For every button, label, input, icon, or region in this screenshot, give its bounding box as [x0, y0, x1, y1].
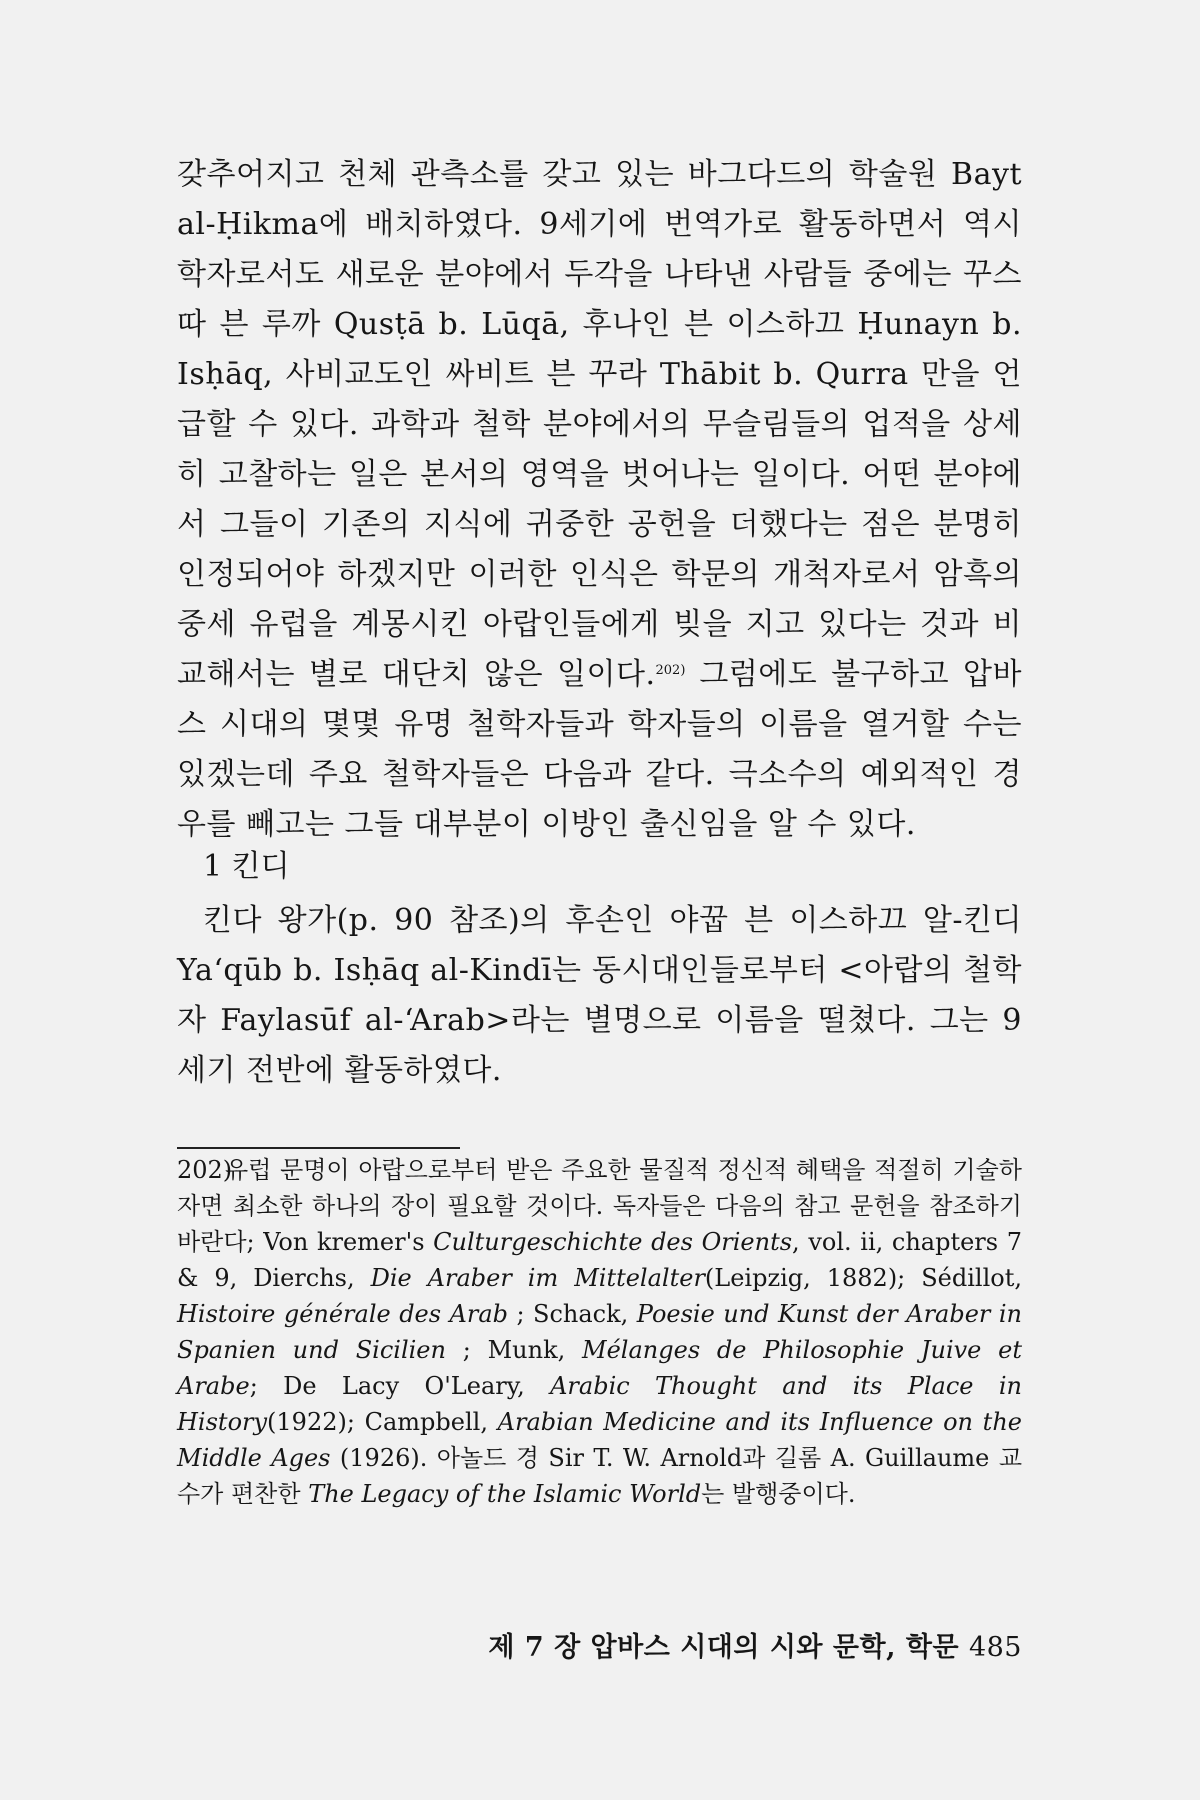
footnote-number: 202) [177, 1156, 233, 1184]
footnote-reference: 202) [655, 663, 686, 678]
footnote-title: Culturgeschichte des Orients [433, 1228, 793, 1256]
footnote-title: The Legacy of the Islamic World [308, 1480, 702, 1508]
footnote-text: 는 발행중이다. [701, 1480, 856, 1508]
footnote-title: Histoire générale des Arab [177, 1300, 509, 1328]
footnote-divider [177, 1147, 460, 1149]
footnote-title: Die Araber im Mittelalter [370, 1264, 705, 1292]
footnote-title: Arabian Medicine and its Influence on the Middle Ages [177, 1408, 1022, 1472]
running-footer [488, 1628, 1022, 1668]
footnote-text: 유럽 문명이 아랍으로부터 받은 주요한 물질적 정신적 혜택을 적절히 기술하자면 최소한 하나의 장이 필요할 것이다. 독자들은 다음의 참고 문헌을 참조하기 바란다; Von kremer's [177, 1156, 1022, 1256]
section-heading: 1 킨디 [203, 849, 290, 884]
footnote-text: ; Schack, [508, 1300, 637, 1328]
footnote-text: (1922); Campbell, [267, 1408, 498, 1436]
footnote-title: Arabic Thought and its Place in History [177, 1372, 1022, 1436]
footnote [177, 1152, 1022, 1512]
footnote-text: ; Munk, [445, 1336, 583, 1364]
footnote-title: Mélanges de Philosophie Juive et Arabe [177, 1336, 1023, 1400]
footnote-title: Poesie und Kunst der Araber in Spanien und Sicilien [177, 1300, 1023, 1364]
footnote-text: ; De Lacy O'Leary, [249, 1372, 551, 1400]
body-text-part-2: 그럼에도 불구하고 압바스 시대의 몇몇 유명 철학자들과 학자들의 이름을 열거할 수는 있겠는데 주요 철학자들은 다음과 같다. 극소수의 예외적인 경우를 빼고는 그들 대부분이 이방인 출신임을 알 수 있다. [177, 657, 1022, 842]
section-paragraph: 킨다 왕가(p. 90 참조)의 후손인 야꿉 븐 이스하끄 알-킨디 Ya‘qūb b. Isḥāq al-Kindī는 동시대인들로부터 <아랍의 철학자 Faylasūf al-‘Arab>라는 별명으로 이름을 떨쳤다. 그는 9세기 전반에 활동하였다. [177, 903, 1022, 1088]
footnote-text: (Leipzig, 1882); Sédillot, [704, 1264, 1022, 1292]
footnote-text: (1926). 아놀드 경 Sir T. W. Arnold과 길롬 A. Guillaume 교수가 편찬한 [177, 1444, 1022, 1508]
page-number: 485 [968, 1632, 1022, 1663]
body-text-part-1: 갖추어지고 천체 관측소를 갖고 있는 바그다드의 학술원 Bayt al-Ḥikma에 배치하였다. 9세기에 번역가로 활동하면서 역시 학자로서도 새로운 분야에서 두각을 나타낸 사람들 중에는 꾸스따 븐 루까 Qusṭā b. Lūqā, 후나인 븐 이스하끄 Ḥunayn b. Isḥāq, 사비교도인 싸비트 븐 꾸라 Thābit b. Qurra 만을 언급할 수 있다. 과학과 철학 분야에서의 무슬림들의 업적을 상세히 고찰하는 일은 본서의 영역을 벗어나는 일이다. 어떤 분야에서 그들이 기존의 지식에 귀중한 공헌을 더했다는 점은 분명히 인정되어야 하겠지만 이러한 인식은 학문의 개척자로서 암흑의 중세 유럽을 계몽시킨 아랍인들에게 빚을 지고 있다는 것과 비교해서는 별로 대단치 않은 일이다. [177, 157, 1022, 692]
body-paragraph [177, 150, 1022, 850]
footnote-text: , vol. ii, chapters 7 & 9, Dierchs, [177, 1228, 1022, 1292]
footer-chapter-title: 제 7 장 압바스 시대의 시와 문학, 학문 [488, 1632, 960, 1663]
